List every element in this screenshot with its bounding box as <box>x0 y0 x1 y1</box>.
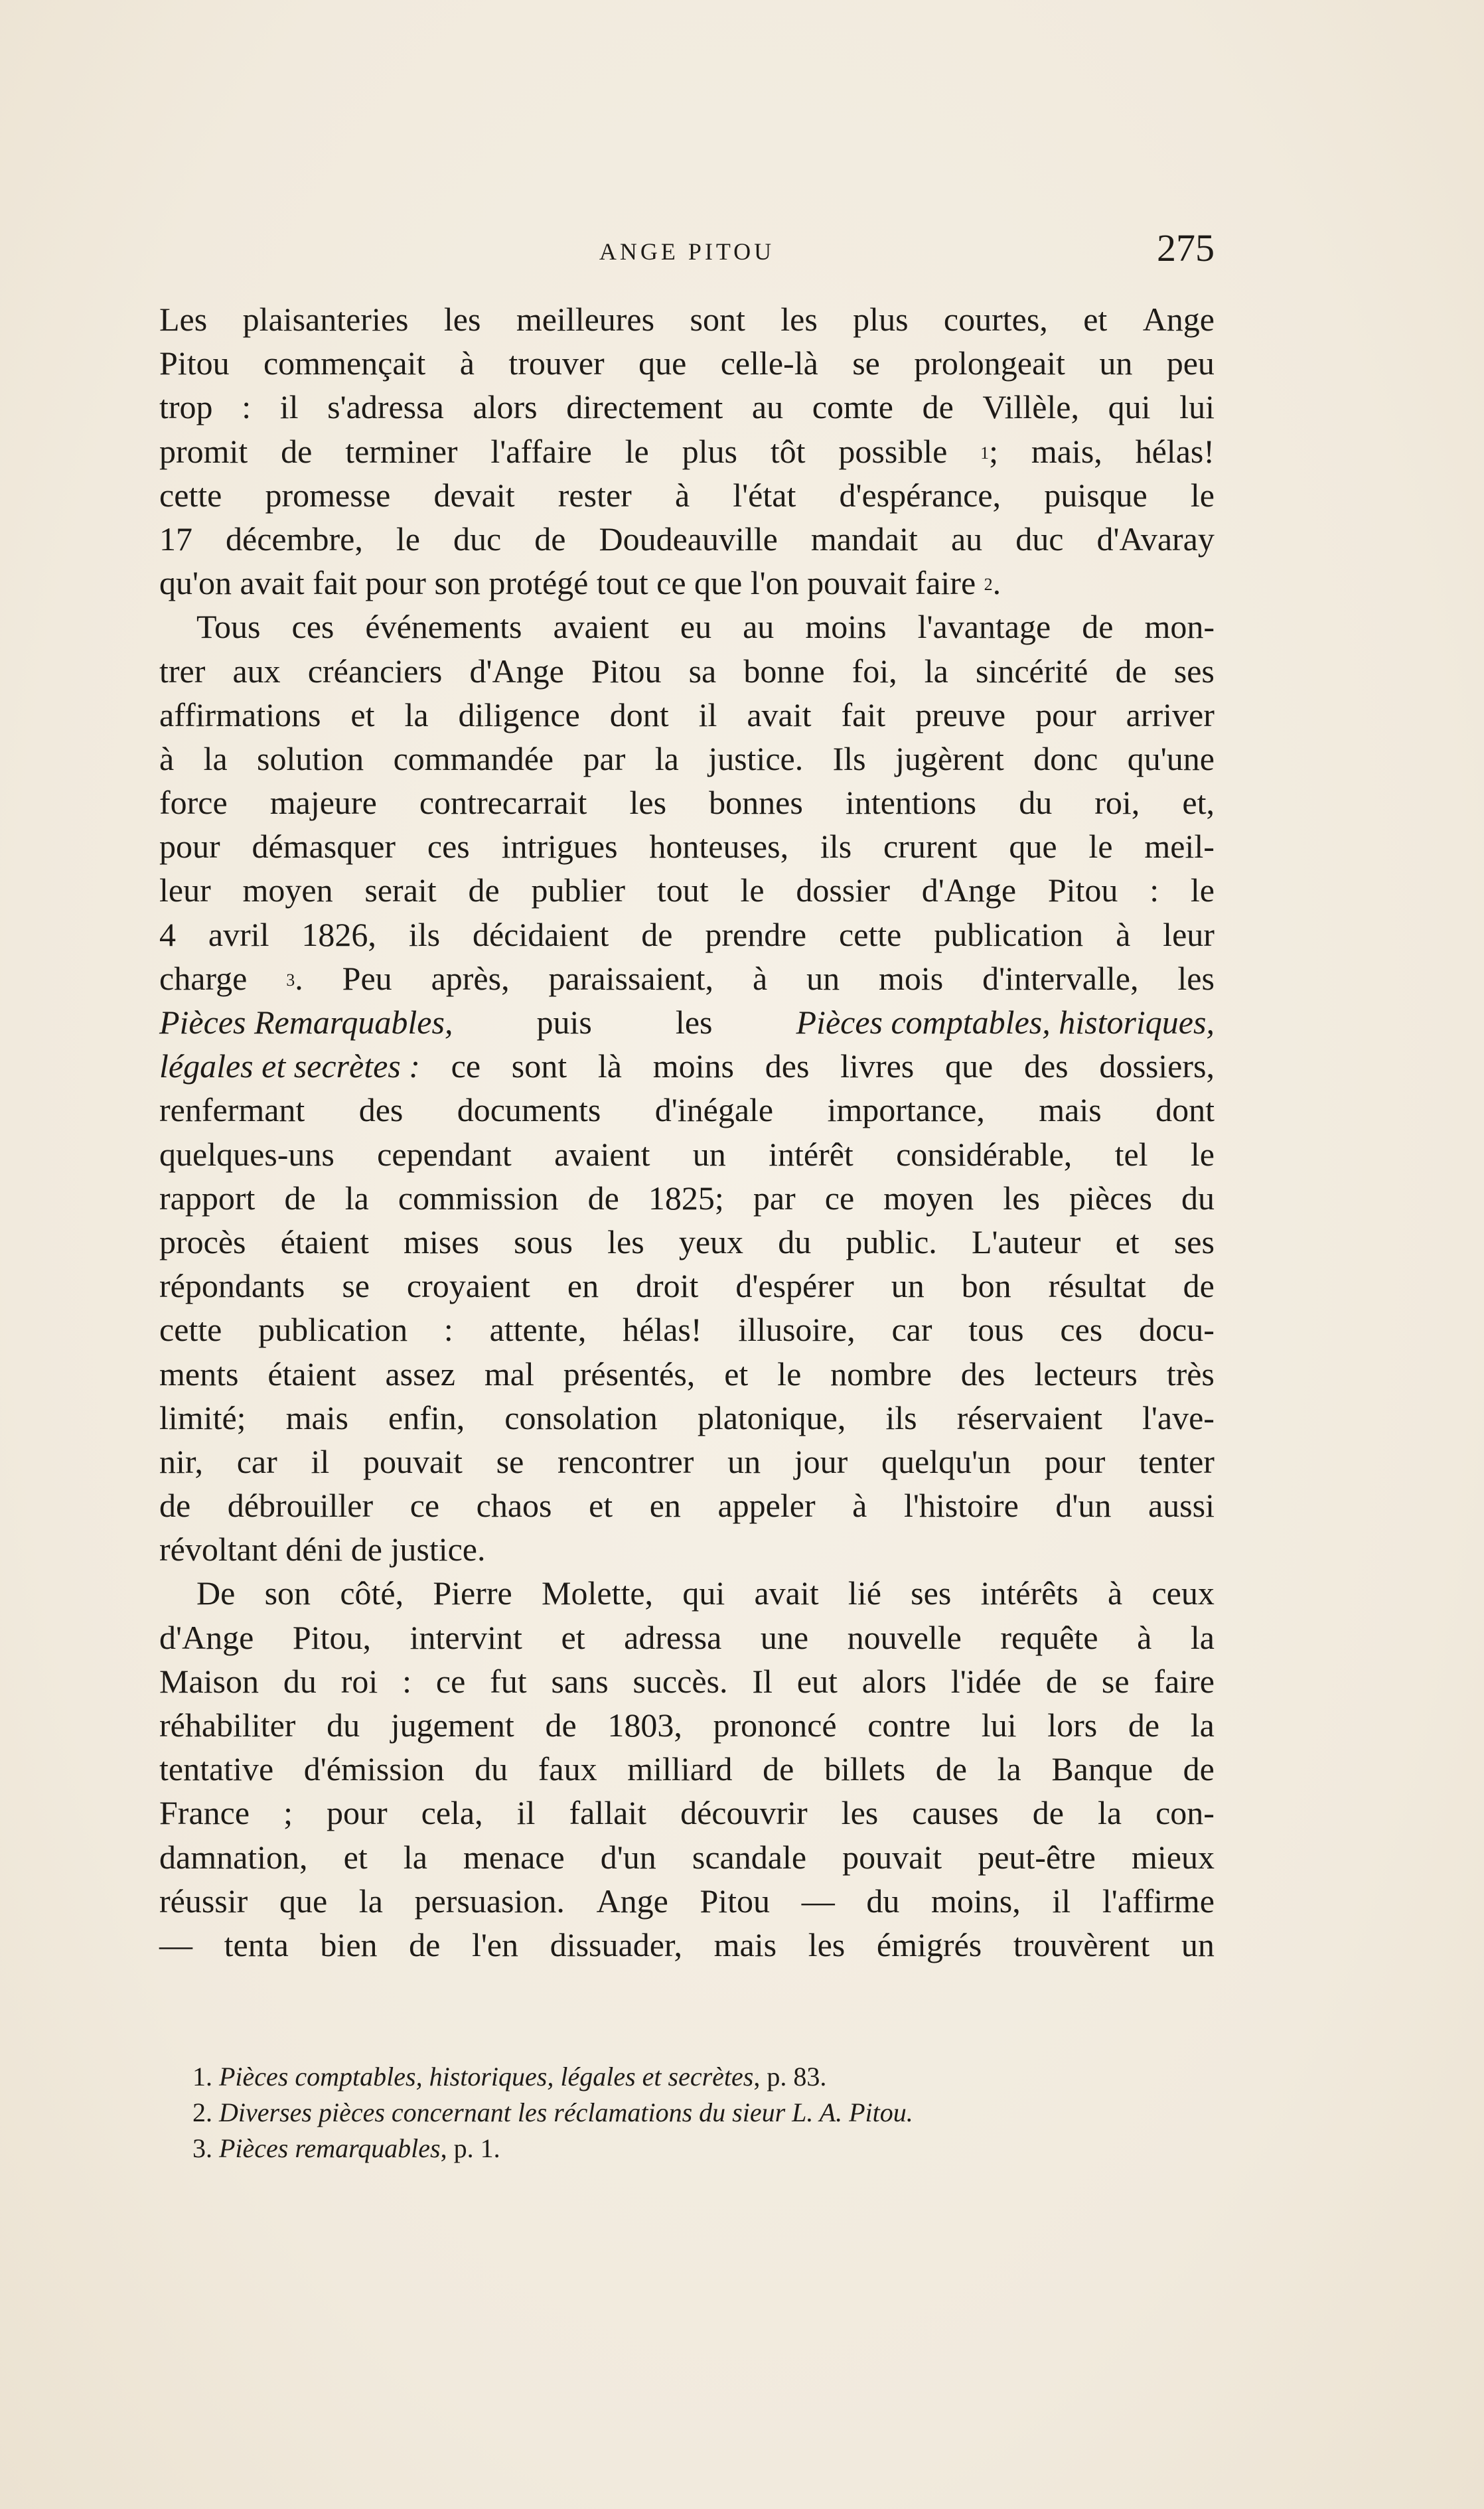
text-line: Tous ces événements avaient eu au moins l'avantage de mon- <box>196 608 1215 646</box>
text-line: d'Ange Pitou, intervint et adressa une nouvelle requête à la <box>159 1618 1215 1656</box>
text-line: renfermant des documents d'inégale importance, mais dont <box>159 1091 1215 1129</box>
text-line: limité; mais enfin, consolation platonique, ils réservaient l'ave- <box>159 1399 1215 1436</box>
text-line: réhabiliter du jugement de 1803, prononcé contre lui lors de la <box>159 1707 1215 1744</box>
text-line: trer aux créanciers d'Ange Pitou sa bonne foi, la sincérité de ses <box>159 652 1215 690</box>
text-line: 4 avril 1826, ils décidaient de prendre cette publication à leur <box>159 915 1215 953</box>
footnote: 3. Pièces remarquables, p. 1. <box>192 2133 500 2163</box>
text-line: nir, car il pouvait se rencontrer un jour quelqu'un pour tenter <box>159 1442 1215 1480</box>
text-line: de débrouiller ce chaos et en appeler à l'histoire d'un aussi <box>159 1487 1215 1525</box>
text-line: répondants se croyaient en droit d'espérer un bon résultat de <box>159 1267 1215 1305</box>
text-line: France ; pour cela, il fallait découvrir les causes de la con- <box>159 1794 1215 1832</box>
text-line: affirmations et la diligence dont il avait fait preuve pour arriver <box>159 696 1215 733</box>
text-line: ments étaient assez mal présentés, et le nombre des lecteurs très <box>159 1355 1215 1393</box>
text-line: leur moyen serait de publier tout le dossier d'Ange Pitou : le <box>159 872 1215 909</box>
text-line: De son côté, Pierre Molette, qui avait lié ses intérêts à ceux <box>196 1574 1215 1612</box>
text-line: cette publication : attente, hélas! illusoire, car tous ces docu- <box>159 1311 1215 1349</box>
text-line: pour démasquer ces intrigues honteuses, ils crurent que le meil- <box>159 828 1215 866</box>
text-line: à la solution commandée par la justice. Ils jugèrent donc qu'une <box>159 739 1215 777</box>
text-line: révoltant déni de justice. <box>159 1531 486 1568</box>
text-line: Pitou commençait à trouver que celle-là se prolongeait un peu <box>159 344 1215 382</box>
running-title: ANGE PITOU <box>599 238 775 265</box>
text-line: damnation, et la menace d'un scandale pouvait peut-être mieux <box>159 1838 1215 1876</box>
text-line: — tenta bien de l'en dissuader, mais les émigrés trouvèrent un <box>159 1926 1215 1963</box>
text-line: 17 décembre, le duc de Doudeauville mandait au duc d'Avaray <box>159 520 1215 558</box>
text-line: qu'on avait fait pour son protégé tout ce que l'on pouvait faire $^2$. <box>159 564 1002 602</box>
text-line: charge $^3$. Peu après, paraissaient, à un mois d'intervalle, les <box>159 959 1215 997</box>
text-line: quelques-uns cependant avaient un intérêt considérable, tel le <box>159 1135 1215 1173</box>
page-number: 275 <box>1157 226 1215 269</box>
text-line: Les plaisanteries les meilleures sont les plus courtes, et Ange <box>159 301 1215 338</box>
footnotes <box>192 2059 1215 2167</box>
footnote: 2. Diverses pièces concernant les réclamations du sieur L. A. Pitou. <box>192 2097 913 2127</box>
text-line: cette promesse devait rester à l'état d'espérance, puisque le <box>159 476 1215 514</box>
text-line: Maison du roi : ce fut sans succès. Il eut alors l'idée de se faire <box>159 1662 1215 1700</box>
text-line: légales et secrètes : ce sont là moins des livres que des dossiers, <box>159 1047 1215 1085</box>
text-line: réussir que la persuasion. Ange Pitou — du moins, il l'affirme <box>159 1882 1215 1920</box>
text-line: rapport de la commission de 1825; par ce moyen les pièces du <box>159 1179 1215 1217</box>
page-header <box>159 226 1215 279</box>
text-line: trop : il s'adressa alors directement au comte de Villèle, qui lui <box>159 388 1215 426</box>
footnote: 1. Pièces comptables, historiques, légales et secrètes, p. 83. <box>192 2062 827 2091</box>
text-line: tentative d'émission du faux milliard de billets de la Banque de <box>159 1750 1215 1788</box>
text-line: procès étaient mises sous les yeux du public. L'auteur et ses <box>159 1223 1215 1260</box>
text-line: force majeure contrecarrait les bonnes intentions du roi, et, <box>159 784 1215 822</box>
text-line: promit de terminer l'affaire le plus tôt possible $^1$; mais, hélas! <box>159 432 1215 470</box>
text-line: Pièces Remarquables, puis les Pièces comptables, historiques, <box>159 1004 1215 1041</box>
body-text <box>159 297 1215 1967</box>
